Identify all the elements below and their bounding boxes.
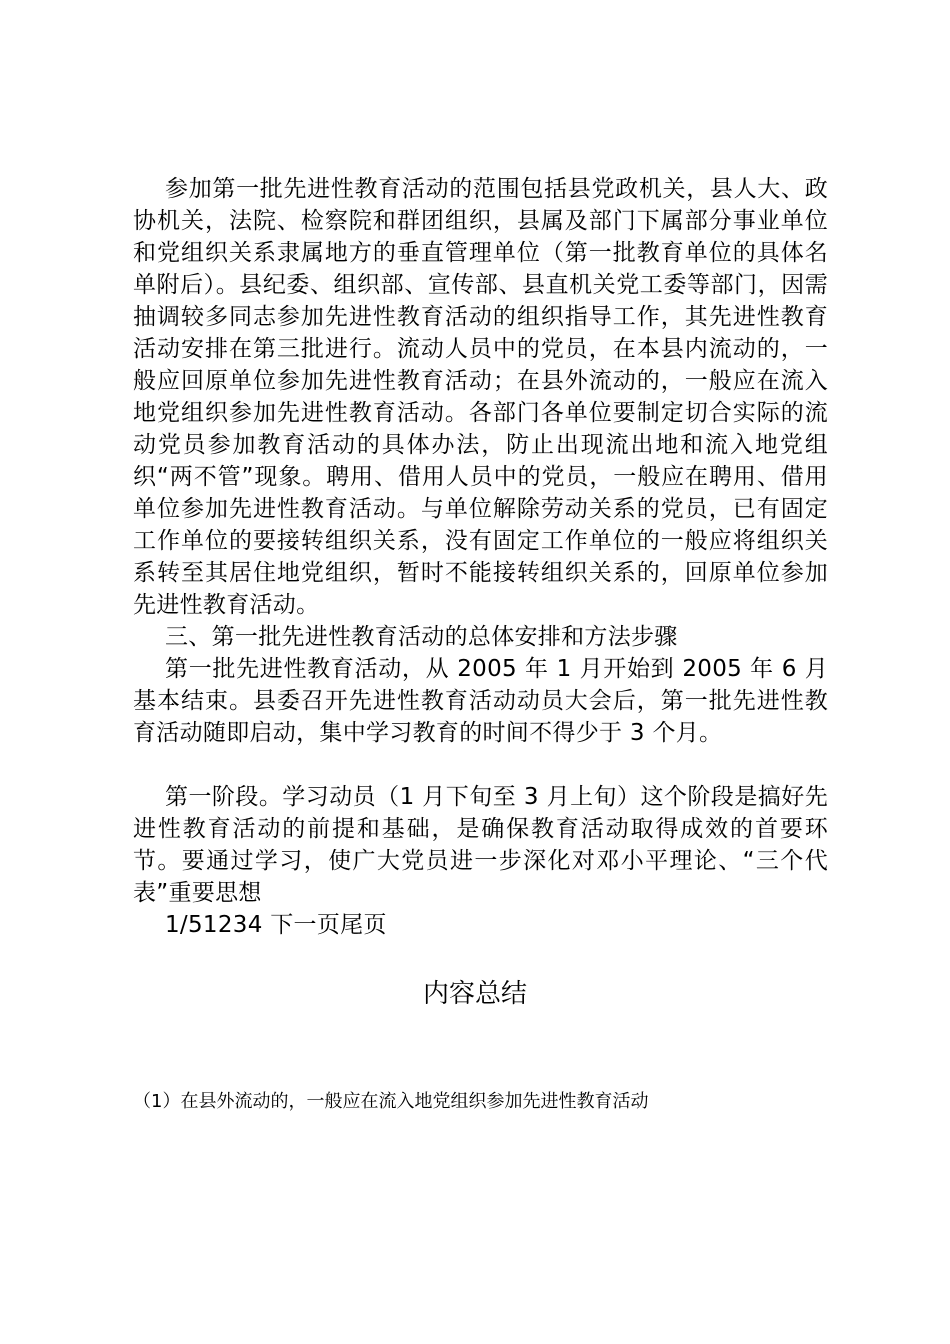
pagination-text: 1/51234 下一页尾页 [165,912,387,938]
paragraph-scope: 参加第一批先进性教育活动的范围包括县党政机关，县人大、政协机关，法院、检察院和群团组织，县属及部门下属部分事业单位和党组织关系隶属地方的垂直管理单位（第一批教育单位的具体名单附后）。县纪委、组织部、宣传部、县直机关党工委等部门，因需抽调较多同志参加先进性教育活动的组织指导工作，其先进性教育活动安排在第三批进行。流动人员中的党员，在本县内流动的，一般应回原单位参加先进性教育活动；在县外流动的，一般应在流入地党组织参加先进性教育活动。各部门各单位要制定切合实际的流动党员参加教育活动的具体办法，防止出现流出地和流入地党组织“两不管”现象。聘用、借用人员中的党员，一般应在聘用、借用单位参加先进性教育活动。与单位解除劳动关系的党员，已有固定工作单位的要接转组织关系，没有固定工作单位的一般应将组织关系转至其居住地党组织，暂时不能接转组织关系的，回原单位参加先进性教育活动。 [133,176,828,618]
summary-item: （1）在县外流动的，一般应在流入地党组织参加先进性教育活动 [133,1091,649,1112]
document-body [133,173,828,941]
paragraph-phase-one: 第一阶段。学习动员（1 月下旬至 3 月上旬）这个阶段是搞好先进性教育活动的前提和基础，是确保教育活动取得成效的首要环节。要通过学习，使广大党员进一步深化对邓小平理论、“三个代表”重要思想 [133,784,828,906]
section-heading: 三、第一批先进性教育活动的总体安排和方法步骤 [165,624,678,650]
summary-title: 内容总结 [422,979,527,1009]
paragraph-schedule: 第一批先进性教育活动，从 2005 年 1 月开始到 2005 年 6 月基本结束。县委召开先进性教育活动动员大会后，第一批先进性教育活动随即启动，集中学习教育的时间不得少于 3 个月。 [133,656,828,746]
